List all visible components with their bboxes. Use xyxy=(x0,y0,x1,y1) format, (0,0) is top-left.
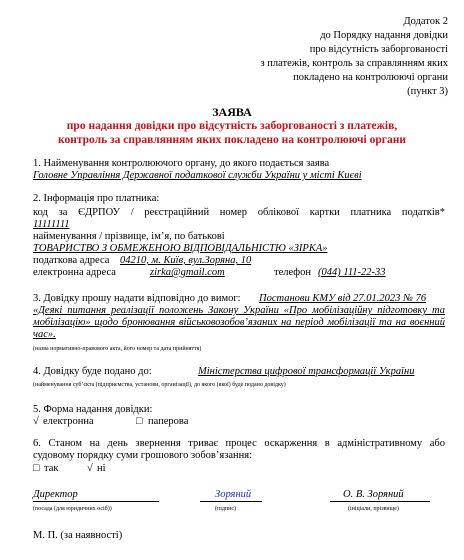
legal-act-line-3: мобілізацію» щодо бронювання військовозобов’язаних на період мобілізації та на воєнний xyxy=(33,317,445,328)
section-6-line-2: судовому порядку суми грошового зобов’язання: xyxy=(33,450,253,461)
legal-act-caption: (назва нормативно-правового акта, його номер та дата прийняття) xyxy=(33,346,202,352)
email-value: zirka@gmail.com xyxy=(150,267,225,278)
phone-label: телефон xyxy=(274,267,311,278)
signer-name-value: О. В. Зоряний xyxy=(343,489,404,500)
section-4-label: 4. Довідку буде подано до: xyxy=(33,366,152,377)
recipient-value: Міністерства цифрової трансформації України xyxy=(198,366,415,377)
appeal-no-checkbox[interactable]: √ xyxy=(87,463,93,474)
section-2-label: 2. Інформація про платника: xyxy=(33,193,160,204)
section-3-label: 3. Довідку прошу надати відповідно до вимог: xyxy=(33,293,241,304)
appendix-line-5: покладено на контролюючі органи xyxy=(293,72,448,83)
tax-address-label: податкова адреса xyxy=(33,255,110,266)
document-subtitle-line-1: про надання довідки про відсутність заборгованості з платежів, xyxy=(66,120,398,132)
position-value: Директор xyxy=(33,489,78,500)
appendix-line-6: (пункт 3) xyxy=(407,86,448,97)
document-title: ЗАЯВА xyxy=(212,105,252,119)
signature-caption: (підпис) xyxy=(215,506,237,512)
section-5-label: 5. Форма надання довідки: xyxy=(33,404,153,415)
section-6-line-1: 6. Станом на день звернення триває процес оскарження в адміністративному або xyxy=(33,438,445,449)
email-label: електронна адреса xyxy=(33,267,116,278)
phone-value: (044) 111-22-33 xyxy=(318,267,386,278)
signature-value: Зоряний xyxy=(215,489,252,500)
appeal-yes-label: так xyxy=(44,463,59,474)
name-caption: (ініціали, прізвище) xyxy=(348,506,399,512)
payer-name-label: найменування / прізвище, ім’я, по батькові xyxy=(33,231,225,242)
recipient-caption: (найменування суб’єкта (підприємства, установи, організації), до якого (якої) буде подано довідку) xyxy=(33,382,286,388)
appendix-line-2: до Порядку надання довідки xyxy=(320,30,448,41)
position-caption: (посада (для юридичних осіб)) xyxy=(33,506,112,512)
payer-name-value: ТОВАРИСТВО З ОБМЕЖЕНОЮ ВІДПОВІДАЛЬНІСТЮ «ЗІРКА» xyxy=(33,243,328,254)
appeal-yes-checkbox[interactable]: □ xyxy=(33,463,40,474)
control-authority-value: Головне Управління Державної податкової служби України у місті Києві xyxy=(33,170,362,181)
payer-code-value: 11111111 xyxy=(33,219,70,230)
tax-address-value: 04210, м. Київ, вул.Зоряна, 10 xyxy=(120,255,252,266)
signature-line xyxy=(200,501,262,502)
name-signature-line xyxy=(330,501,430,502)
position-signature-line xyxy=(33,501,159,502)
appendix-line-4: з платежів, контроль за справлянням яких xyxy=(260,58,448,69)
paper-option-label: паперова xyxy=(148,416,189,427)
section-1-label: 1. Найменування контролюючого органу, до якого подається заява xyxy=(33,158,330,169)
document-subtitle-line-2: контроль за справлянням яких покладено на контролюючі органи xyxy=(58,134,406,146)
appendix-line-1: Додаток 2 xyxy=(403,16,448,27)
stamp-note: М. П. (за наявності) xyxy=(33,530,123,541)
electronic-checkbox[interactable]: √ xyxy=(33,416,39,427)
paper-checkbox[interactable]: □ xyxy=(136,416,143,427)
legal-act-title: Постанови КМУ від 27.01.2023 № 76 xyxy=(259,293,427,304)
legal-act-line-2: «Деякі питання реалізації положень Закону України «Про мобілізаційну підготовку та xyxy=(33,305,445,316)
payer-code-label: код за ЄДРПОУ / реєстраційний номер облікової картки платника податків* xyxy=(33,207,445,218)
electronic-option-label: електронна xyxy=(43,416,94,427)
appeal-no-label: ні xyxy=(97,463,106,474)
appendix-line-3: про відсутність заборгованості xyxy=(309,44,448,55)
legal-act-line-4: час». xyxy=(33,329,56,340)
